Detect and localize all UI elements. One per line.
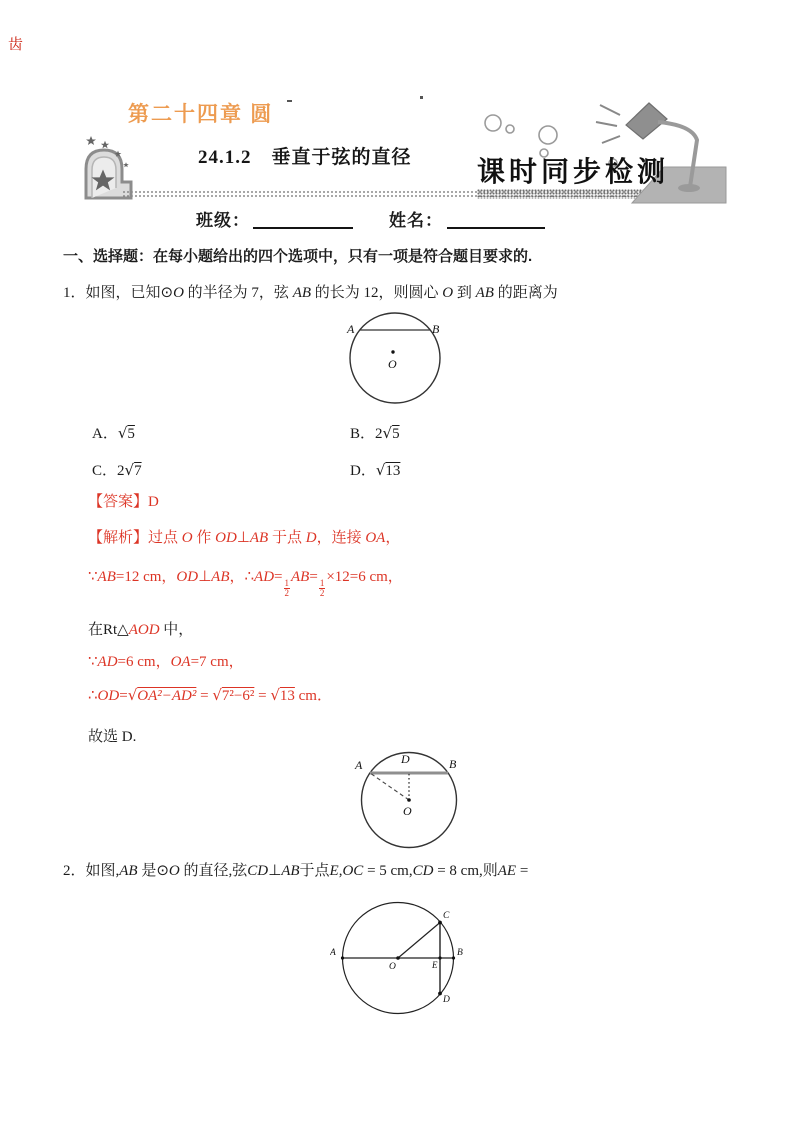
text-part: AD	[254, 569, 275, 585]
text-part: = 8 cm,则	[433, 863, 498, 879]
label-O: O	[388, 357, 397, 371]
text-part: 5	[392, 426, 400, 442]
choice-section-heading: 一、选择题：在每小题给出的四个选项中，只有一项是符合题目要求的.	[63, 248, 533, 265]
analysis-line-3	[88, 620, 193, 640]
text-part: 的半径为 7，弦	[183, 285, 293, 301]
text-part: √	[375, 461, 386, 479]
label-O: O	[403, 804, 412, 818]
section-title: 24.1.2 垂直于弦的直径	[198, 147, 412, 168]
analysis-line-4	[88, 652, 244, 672]
text-part: =	[254, 688, 271, 704]
label-A: A	[347, 322, 355, 336]
option-B	[350, 423, 400, 444]
text-part: =7 cm，	[190, 654, 244, 670]
radius-OC	[398, 923, 440, 959]
text-part: OD	[176, 569, 199, 585]
answer-diagram	[352, 743, 470, 857]
scan-speck	[287, 100, 292, 102]
label-B: B	[449, 757, 457, 771]
text-part: B．2	[350, 426, 383, 442]
answer-line	[88, 492, 159, 512]
text-part: OA	[170, 654, 191, 670]
text-part: E	[329, 863, 339, 879]
label-B: B	[457, 948, 463, 958]
text-part: O	[442, 285, 454, 301]
text-part: 中，	[159, 622, 194, 638]
text-part: D．	[350, 463, 376, 479]
text-part: ⊥	[198, 569, 212, 585]
text-part: ，连接	[316, 530, 366, 546]
text-part: ⊥	[268, 863, 282, 879]
text-part: AB	[292, 285, 312, 301]
text-part: =	[309, 569, 318, 585]
text-part: ∵	[88, 569, 98, 585]
text-part: √	[124, 461, 135, 479]
text-part: =	[516, 863, 529, 879]
label-B: B	[432, 322, 440, 336]
text-part: cm．	[294, 688, 332, 704]
banner-title: 课时同步检测	[477, 157, 670, 188]
center-dot	[407, 798, 411, 802]
class-blank-line	[253, 227, 353, 229]
text-part: ∵	[88, 654, 98, 670]
question-2-stem	[63, 861, 528, 881]
label-A: A	[330, 948, 336, 958]
text-part: =	[119, 688, 128, 704]
label-D: D	[401, 752, 410, 766]
text-part: AD	[97, 654, 118, 670]
text-part: √	[270, 686, 280, 704]
text-part: AE	[497, 863, 517, 879]
text-part: √	[117, 424, 128, 442]
question-1-diagram	[342, 306, 464, 408]
light-rays-icon	[596, 105, 620, 143]
text-part: 2．如图,	[63, 863, 120, 879]
text-part: ，	[385, 530, 401, 546]
text-part: 是⊙	[137, 863, 169, 879]
text-part: C．2	[92, 463, 125, 479]
text-part: D	[305, 530, 317, 546]
text-part: 于点	[268, 530, 306, 546]
text-part: √	[127, 686, 138, 704]
text-part: O	[168, 863, 180, 879]
text-part: 作	[192, 530, 216, 546]
text-part: =12 cm，	[115, 569, 177, 585]
text-part: CD	[412, 863, 434, 879]
label-A: A	[355, 758, 363, 772]
text-part: $\frac{1}{2}$	[319, 577, 325, 598]
text-part: √	[212, 686, 222, 704]
label-C: C	[443, 911, 450, 921]
corner-mark: 齿	[8, 37, 24, 53]
label-D: D	[443, 995, 450, 1005]
dashed-OA	[370, 773, 409, 800]
text-part: AB	[291, 569, 310, 585]
text-part: 13	[385, 463, 401, 479]
text-part: AB	[211, 569, 230, 585]
text-part: 7	[134, 463, 142, 479]
text-part: OC	[342, 863, 364, 879]
label-O: O	[389, 962, 396, 972]
text-part: 到	[453, 285, 476, 301]
text-part: √	[382, 424, 393, 442]
option-A	[92, 423, 135, 444]
lamp-base	[678, 184, 700, 192]
text-part: 的距离为	[493, 285, 558, 301]
text-part: 1．如图，已知⊙	[63, 285, 174, 301]
text-part: 的直径,弦	[179, 863, 248, 879]
text-part: =	[274, 569, 283, 585]
text-part: 在Rt△	[88, 622, 129, 638]
center-dot	[391, 350, 394, 353]
text-part: = 5 cm,	[363, 863, 413, 879]
text-part: 【解析】过点	[88, 530, 182, 546]
analysis-line-2	[88, 567, 403, 598]
text-part: $\frac{1}{2}$	[284, 577, 290, 598]
option-C	[92, 460, 142, 481]
text-part: 7²−6²	[221, 688, 255, 704]
text-part: ，∴	[229, 569, 255, 585]
text-part: AB	[281, 863, 300, 879]
text-part: AB	[97, 569, 116, 585]
text-part: =6 cm，	[117, 654, 171, 670]
analysis-line-5	[88, 685, 332, 706]
analysis-line-1	[88, 528, 400, 548]
text-part: AB	[249, 530, 269, 546]
text-part: AB	[119, 863, 138, 879]
text-part: OA	[365, 530, 386, 546]
option-D	[350, 460, 400, 481]
name-blank-line	[447, 227, 545, 229]
text-part: CD	[247, 863, 269, 879]
text-part: 故选 D.	[88, 729, 137, 745]
text-part: ⊥	[236, 530, 250, 546]
text-part: O	[181, 530, 193, 546]
class-label: 班级：	[196, 211, 250, 230]
text-part: 5	[127, 426, 135, 442]
text-part: OD	[97, 688, 120, 704]
text-part: =	[196, 688, 213, 704]
text-part: ,	[338, 863, 343, 879]
text-part: OD	[215, 530, 237, 546]
analysis-conclusion	[88, 727, 136, 747]
question-2-diagram	[330, 898, 480, 1038]
chapter-title: 第二十四章 圆	[128, 102, 274, 126]
name-label: 姓名：	[389, 211, 443, 230]
text-part: 13	[279, 688, 295, 704]
text-part: ×12=6 cm，	[326, 569, 403, 585]
scan-speck	[420, 96, 423, 99]
text-part: O	[173, 285, 184, 301]
question-1-stem	[63, 283, 558, 303]
text-part: AB	[475, 285, 494, 301]
text-part: ∴	[88, 688, 98, 704]
text-part: 于点	[299, 863, 330, 879]
text-part: 【答案】D	[88, 494, 159, 510]
text-part: OA²−AD²	[137, 688, 197, 704]
text-part: 的长为 12，则圆心	[311, 285, 443, 301]
label-E: E	[432, 960, 438, 970]
text-part: A．	[92, 426, 118, 442]
text-part: AOD	[128, 622, 160, 638]
